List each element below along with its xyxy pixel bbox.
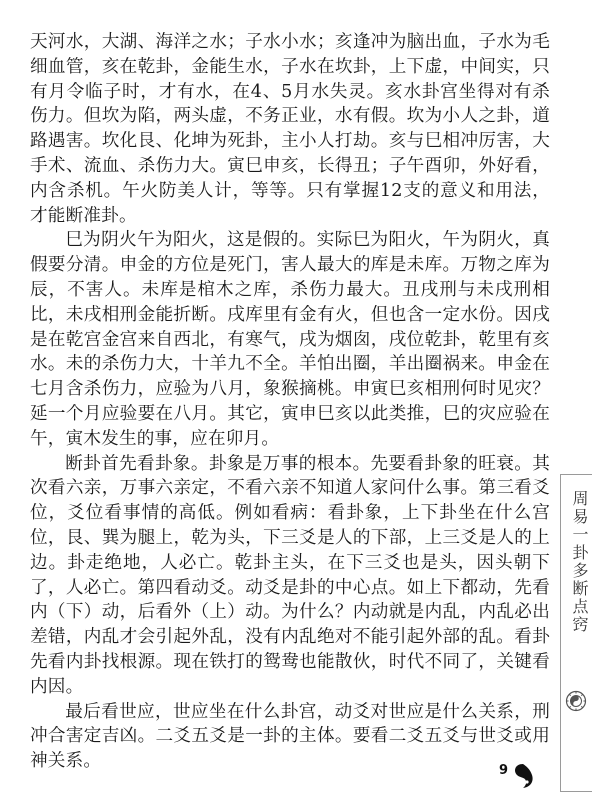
yin-yang-icon xyxy=(511,763,535,789)
paragraph-2: 巳为阴火午为阳火，这是假的。实际巳为阳火，午为阴火，真假要分清。申金的方位是死门，害人最大的库是未库。万物之库为辰，不害人。未库是棺木之库，杀伤力最大。丑戌刑与未戌刑相比，未戌相刑金能折断。戌库里有金有火，但也含一定水份。因戌是在乾宫金宫来自西北，有寒气，戌为烟囱，戌位乾卦，乾里有亥水。未的杀伤力大，十羊九不全。羊怕出圈，羊出圈祸来。申金在七月含杀伤力，应验为八月，象猴摘桃。申寅巳亥相刑何时见灾？延一个月应验要在八月。其它，寅申巳亥以此类推，巳的灾应验在午，寅木发生的事，应在卯月。 xyxy=(30,230,550,449)
body-text xyxy=(30,30,550,774)
paragraph-3: 断卦首先看卦象。卦象是万事的根本。先要看卦象的旺衰。其次看六亲，万事六亲定，不看六亲不知道人家问什么事。第三看爻位，爻位看事情的高低。例如看病：看卦象，上下卦坐在什么宫位，艮、巽为腿上，乾为头，下三爻是人的下部，上三爻是人的上边。卦走绝地，人必亡。乾卦主头，在下三爻也是头，因头朝下了，人必亡。第四看动爻。动爻是卦的中心点。如上下都动，先看内（下）动，后看外（上）动。为什么？内动就是内乱，内乱必出差错，内乱才会引起外乱，没有内乱绝对不能引起外部的乱。看卦先看内卦找根源。现在铁打的鸳鸯也能散伙，时代不同了，关键看内因。 xyxy=(30,453,550,697)
page-number: 9 xyxy=(499,763,509,778)
bagua-emblem-icon xyxy=(565,690,587,712)
paragraph-4: 最后看世应，世应坐在什么卦宫，动爻对世应是什么关系，刑冲合害定吉凶。二爻五爻是一卦的主体。要看二爻五爻与世爻或用神关系。 xyxy=(30,701,550,772)
book-title-vertical: 周易一卦多断点窍 xyxy=(570,490,589,634)
paragraph-1: 天河水，大湖、海洋之水；子水小水；亥逢冲为脑出血，子水为毛细血管，亥在乾卦，金能生水，子水在坎卦，上下虚，中间实，只有月令临子时，才有水，在4、5月水失灵。亥水卦宫坐得对有杀伤力。但坎为陷，两头虚，不务正业，水有假。坎为小人之卦，道路遇害。坎化艮、化坤为死卦，主小人打劫。亥与巳相冲厉害，大手术、流血、杀伤力大。寅巳申亥，长得丑；子午酉卯，外好看，内含杀机。午火防美人计，等等。只有掌握12支的意义和用法，才能断准卦。 xyxy=(30,32,550,226)
